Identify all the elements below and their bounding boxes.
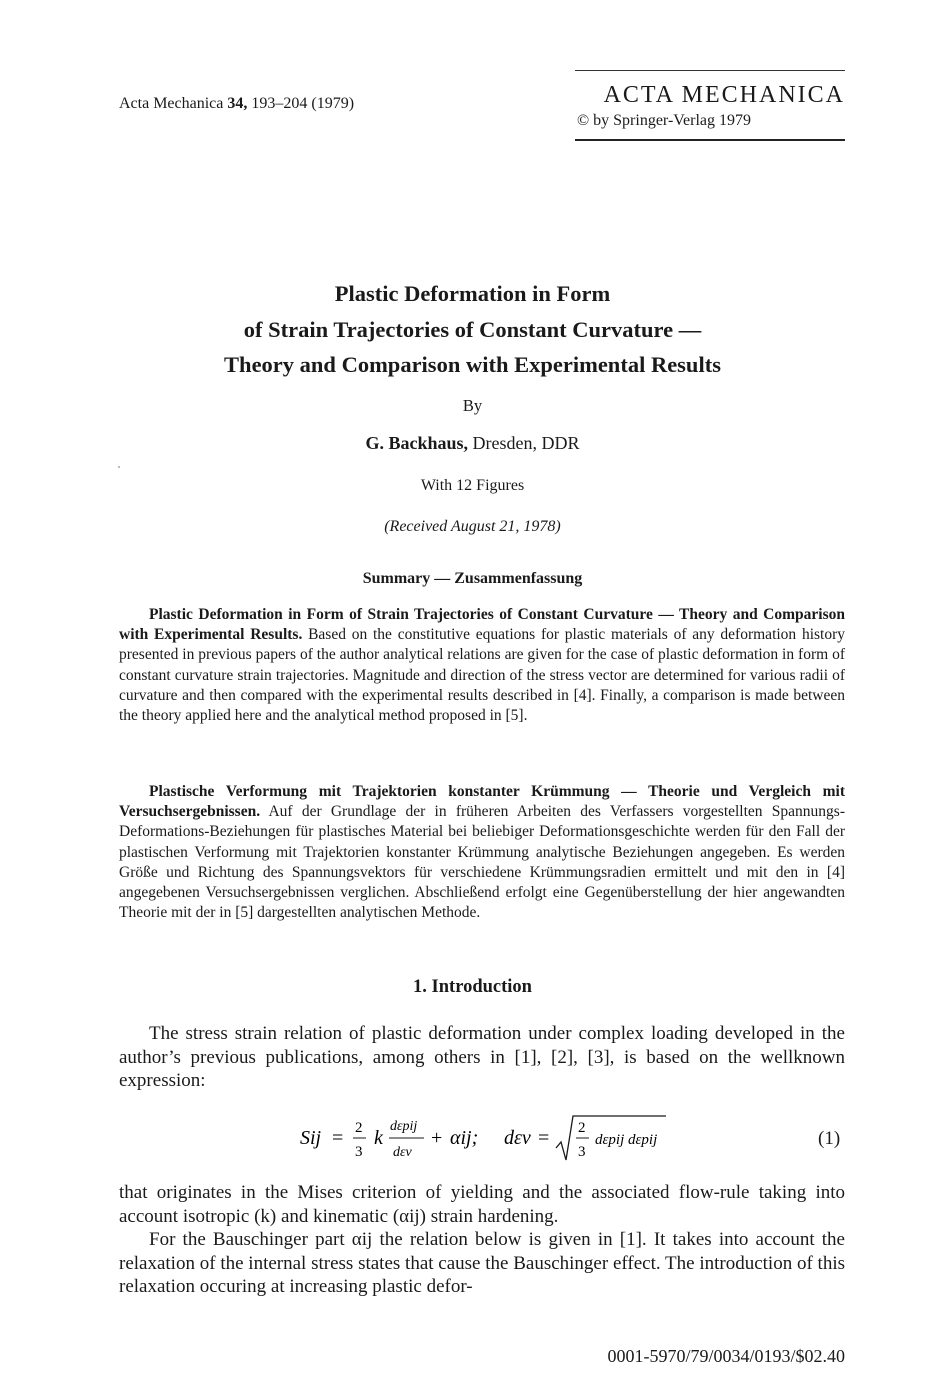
eq-root-three: 3: [578, 1144, 586, 1160]
eq-numerator: dεpij: [390, 1119, 418, 1134]
journal-masthead: [575, 70, 845, 141]
intro-paragraph-2: that originates in the Mises criterion of yielding and the associated flow-rule taking into account isotropic (k) and kinematic (αij) strain hardening.: [119, 1182, 845, 1227]
eq-frac-three: 3: [355, 1144, 363, 1160]
intro-paragraph-1: The stress strain relation of plastic deformation under complex loading developed in the author’s previous publications, among others in [1], [2], [3], is based on the wellknown expression:: [119, 1023, 845, 1091]
citation-pages: 193–204 (1979): [251, 95, 355, 112]
eq-plus: +: [431, 1127, 443, 1149]
citation-journal: Acta Mechanica: [119, 95, 224, 112]
eq-root-two: 2: [578, 1120, 586, 1136]
received-date: (Received August 21, 1978): [384, 518, 561, 535]
masthead-top-rule: [575, 70, 845, 71]
title-line-1: Plastic Deformation in Form: [334, 281, 611, 306]
eq-equals-2: =: [538, 1127, 550, 1149]
author-affiliation: Dresden, DDR: [472, 433, 580, 453]
section-heading: 1. Introduction: [413, 977, 532, 997]
title-line-2: of Strain Trajectories of Constant Curvature —: [243, 316, 702, 342]
article-code: 0001-5970/79/0034/0193/$02.40: [607, 1346, 845, 1366]
eq-alpha: αij;: [450, 1127, 479, 1149]
journal-brand: ACTA MECHANICA: [603, 82, 845, 108]
equation-1: [0, 1112, 945, 1168]
by-label: By: [462, 396, 483, 415]
abstract-english: [119, 605, 845, 726]
abstract-english-text: Based on the constitutive equations for plastic materials of any deformation history presented in previous papers of the author analytical relations are given for the case of plastic deformation in form of constant curvature strain trajectories. Magnitude and direction of the stress vector are determined for various radii of curvature and then compared with the experimental results described in [4]. Finally, a comparison is made between the theory applied here and the analytical method proposed in [5].: [119, 626, 845, 725]
eq-equals: =: [332, 1127, 344, 1149]
abstract-german: [119, 782, 845, 923]
eq-denominator: dεv: [393, 1145, 412, 1160]
masthead-bottom-rule: [575, 139, 845, 141]
eq-k: k: [374, 1127, 383, 1149]
eq-dev: dεv: [504, 1127, 531, 1149]
paper-title: [0, 276, 945, 383]
author-line: [0, 433, 945, 454]
equation-number: (1): [818, 1128, 841, 1149]
journal-citation: [119, 95, 354, 113]
abstract-german-text: Auf der Grundlage der in früheren Arbeiten des Verfassers vorgestellten Spannungs-Deformations-Beziehungen für plastisches Material bei beliebiger Deformationsgeschichte werden für den Fall der plastischen Verformung mit Trajektorien konstanter Krümmung analytische Beziehungen angegeben. Es werden Größe und Richtung des Spannungsvektors für verschiedene Krümmungsradien ermittelt und mit den in [4] angegebenen Versuchsergebnissen verglichen. Abschließend erfolgt eine Gegenüberstellung der hier angewandten Theorie mit der in [5] dargestellten analytischen Methode.: [119, 803, 845, 922]
copyright-notice: © by Springer-Verlag 1979: [577, 112, 752, 129]
equation-formula: [298, 1112, 698, 1168]
title-line-3: Theory and Comparison with Experimental Results: [224, 352, 721, 377]
citation-volume: 34,: [227, 95, 248, 112]
scan-speck: [118, 466, 120, 468]
eq-lhs: Sij: [300, 1127, 322, 1149]
summary-heading: Summary — Zusammenfassung: [362, 570, 583, 587]
figure-count: With 12 Figures: [420, 477, 525, 494]
eq-frac-two: 2: [355, 1120, 363, 1136]
abstract-german-lead: Plastische Verformung mit Trajektorien konstanter Krümmung — Theorie und Vergleich mit Versuchsergebnissen.: [119, 783, 845, 821]
eq-root-term: dεpij dεpij: [595, 1132, 658, 1148]
intro-paragraph-3: For the Bauschinger part αij the relation below is given in [1]. It takes into account the relaxation of the internal stress states that cause the Bauschinger effect. The introduction of this relaxation occuring at increasing plastic defor-: [119, 1229, 845, 1297]
abstract-english-lead: Plastic Deformation in Form of Strain Trajectories of Constant Curvature — Theory and Comparison with Experimental Results.: [119, 606, 845, 644]
author-name: G. Backhaus,: [365, 433, 469, 453]
